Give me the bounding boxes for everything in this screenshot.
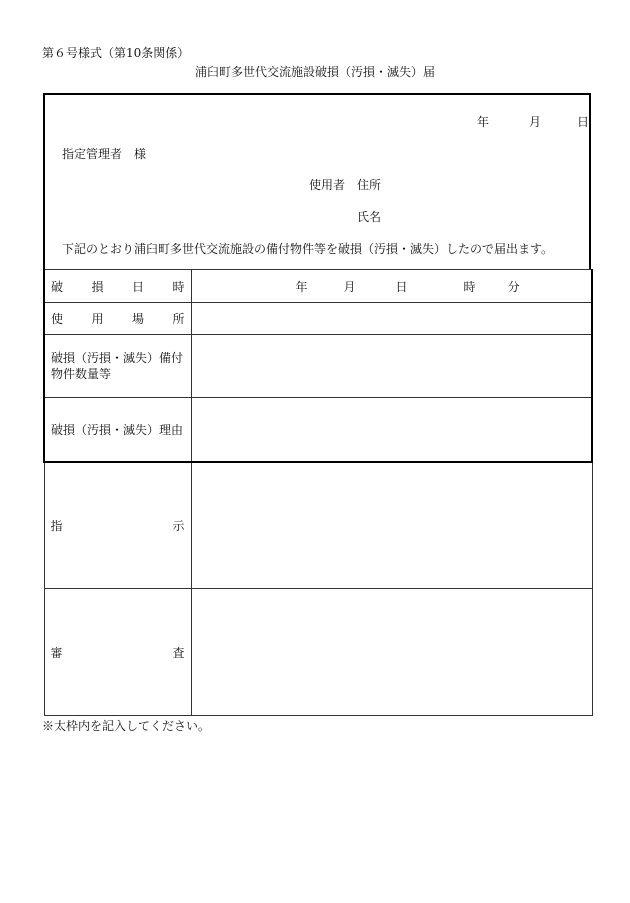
instruction-field [191, 462, 592, 589]
instruction-label: 指 示 [44, 462, 191, 589]
address-label: 住所 [357, 178, 382, 192]
table-row [44, 589, 592, 716]
review-field [191, 589, 592, 716]
footnote: ※太枠内を記入してください。 [42, 719, 211, 733]
declaration-statement: 下記のとおり浦臼町多世代交流施設の備付物件等を破損（汚損・滅失）したので届出ます。 [62, 242, 554, 256]
name-label: 氏名 [357, 210, 382, 224]
date-year-label: 年 [477, 115, 490, 129]
table-row [44, 462, 592, 589]
table-row [44, 270, 592, 303]
usage-place-label: 使 用 場 所 [44, 303, 191, 335]
damage-hour-unit: 時 [463, 279, 476, 294]
damage-month-unit: 月 [343, 279, 356, 294]
table-row [44, 335, 592, 398]
applicant-header-section [43, 93, 591, 269]
damage-minute-unit: 分 [507, 279, 520, 294]
damage-datetime-label: 破 損 日 時 [44, 270, 191, 303]
form-table [43, 269, 591, 716]
damage-reason-field[interactable] [191, 398, 592, 462]
date-day-label: 日 [577, 115, 590, 129]
table-row [44, 398, 592, 462]
addressee: 指定管理者 様 [62, 147, 147, 161]
damaged-items-field[interactable] [191, 335, 592, 398]
damage-reason-label: 破損（汚損・滅失）理由 [44, 398, 191, 462]
table-row [44, 303, 592, 335]
date-month-label: 月 [529, 115, 542, 129]
usage-place-field[interactable] [191, 303, 592, 335]
damage-day-unit: 日 [395, 279, 408, 294]
damage-year-unit: 年 [295, 279, 308, 294]
form-title: 浦臼町多世代交流施設破損（汚損・滅失）届 [194, 65, 435, 79]
damage-datetime-field[interactable] [191, 270, 592, 303]
form-number: 第６号様式（第10条関係） [42, 46, 190, 60]
user-label: 使用者 [309, 178, 346, 192]
damaged-items-label: 破損（汚損・滅失）備付物件数量等 [44, 335, 191, 398]
review-label: 審 査 [44, 589, 191, 716]
